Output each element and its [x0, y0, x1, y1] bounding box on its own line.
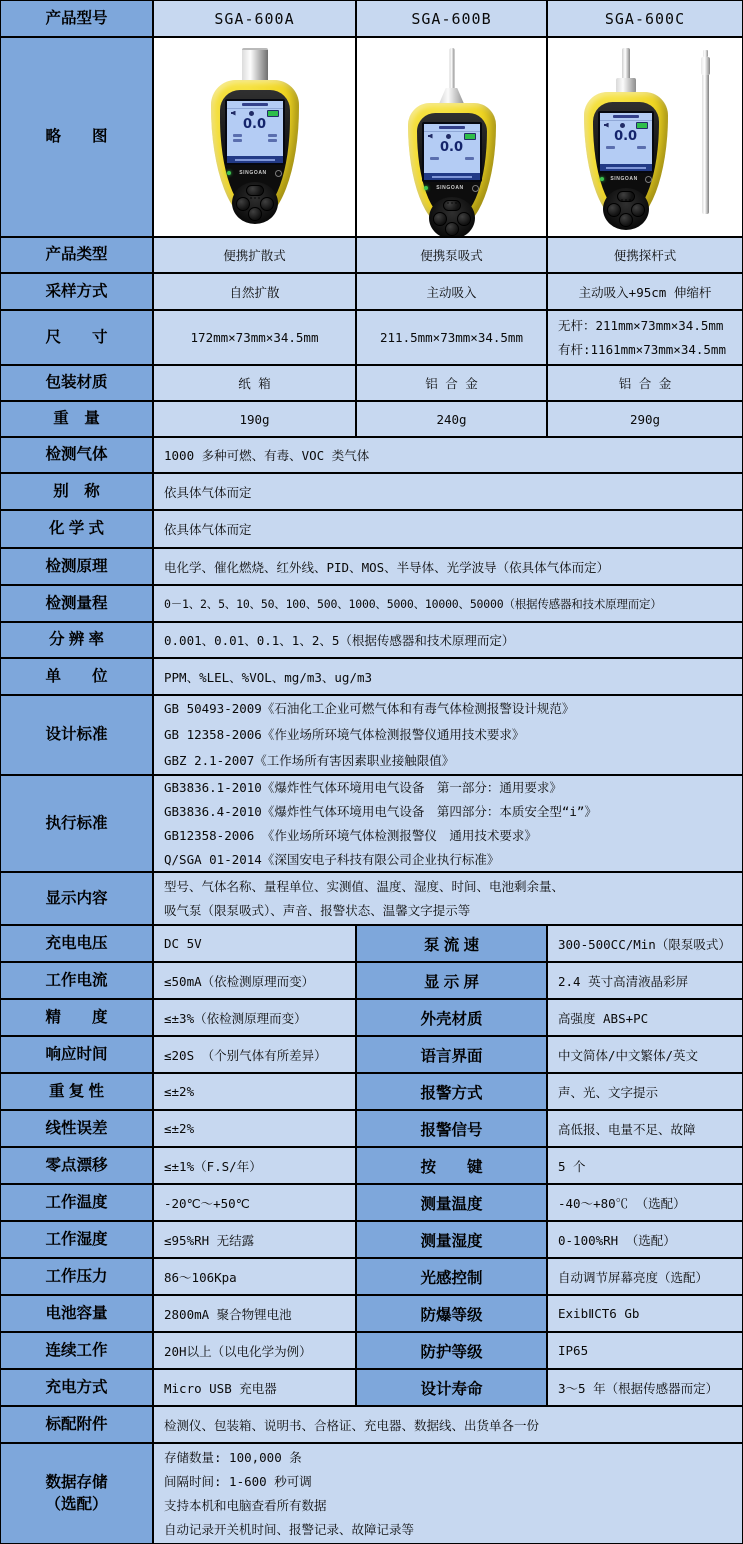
row-label-line: 数据存储: [45, 1473, 108, 1491]
brand-row: [227, 168, 283, 178]
brand-label: SINGOAN: [610, 176, 638, 182]
row-label: 执行标准: [1, 776, 154, 871]
screen-reading: 0.0: [242, 117, 267, 132]
detector-image-sga600a: [209, 48, 301, 230]
row-label: 产品类型: [1, 238, 154, 272]
speaker-icon: [604, 123, 609, 128]
row-working-temp-measure-temp: [1, 1185, 742, 1222]
row-label: 检测量程: [1, 586, 154, 621]
cell-sga600b: 主动吸入: [357, 274, 548, 309]
left-button-icon: [607, 203, 621, 217]
row-dimensions: [1, 311, 742, 366]
cell-sga600b: 240g: [357, 402, 548, 436]
row-label: 尺 寸: [1, 311, 154, 364]
row-label: 显 示 屏: [357, 963, 548, 998]
sensor-cap: [242, 48, 268, 84]
standard-line: GB3836.1-2010《爆炸性气体环境用电气设备 第一部分：通用要求》: [164, 779, 562, 795]
row-label: 设计寿命: [357, 1370, 548, 1405]
row-label: 别 称: [1, 474, 154, 509]
storage-line: 支持本机和电脑查看所有数据: [164, 1497, 327, 1513]
storage-line: 自动记录开关机时间、报警记录、故障记录等: [164, 1521, 415, 1537]
storage-line: 存储数量: 100,000 条: [164, 1449, 302, 1465]
row-sketch: [1, 38, 742, 238]
enter-button-icon: [619, 213, 633, 227]
cell-value: 依具体气体而定: [154, 511, 742, 547]
row-label: 检测气体: [1, 438, 154, 472]
brand-row: [600, 174, 652, 184]
standard-line: GB 50493-2009《石油化工企业可燃气体和有毒气体检测报警设计规范》: [164, 701, 575, 716]
row-execution-standard: [1, 776, 742, 873]
probe-collar: [616, 78, 636, 93]
cell-value: ≤20S （个别气体有所差异）: [154, 1037, 357, 1072]
screen-title-bar: [227, 101, 283, 109]
row-label: 防爆等级: [357, 1296, 548, 1331]
fan-icon: [249, 111, 254, 116]
detector-image-sga600c: [580, 48, 672, 230]
row-label: 检测原理: [1, 549, 154, 584]
cell-value: IP65: [548, 1333, 742, 1368]
power-icon: [275, 170, 282, 177]
cell-value: 2.4 英寸高清液晶彩屏: [548, 963, 742, 998]
row-label: 重 复 性: [1, 1074, 154, 1109]
row-zero-drift-buttons: [1, 1148, 742, 1185]
row-detection-range: [1, 586, 742, 623]
cell-value: 86～106Kpa: [154, 1259, 357, 1294]
fan-icon: [620, 123, 625, 128]
dimension-without-rod: 无杆：211mm×73mm×34.5mm: [558, 317, 724, 333]
left-button-icon: [433, 212, 447, 226]
row-display-content: [1, 873, 742, 926]
cell-value: ≤±1%（F.S/年）: [154, 1148, 357, 1183]
row-repeatability-alarm-mode: [1, 1074, 742, 1111]
power-icon: [645, 176, 652, 183]
device-front-panel: [593, 102, 659, 215]
row-label: 充电电压: [1, 926, 154, 961]
rod-tip: [703, 50, 708, 57]
enter-button-icon: [445, 222, 459, 236]
cell-value: [154, 1444, 742, 1543]
cell-photo-sga600c: [548, 38, 742, 236]
cell-value: 依具体气体而定: [154, 474, 742, 509]
cell-sga600b: 铝 合 金: [357, 366, 548, 400]
screen-info-row: [227, 137, 283, 142]
cell-value: ≤±2%: [154, 1074, 357, 1109]
row-accuracy-shell-material: [1, 1000, 742, 1037]
screen-title-bar: [424, 124, 480, 132]
row-label: 工作温度: [1, 1185, 154, 1220]
rod-shaft: [702, 75, 709, 214]
cell-value: 0－1、2、5、10、50、100、500、1000、5000、10000、50000（根据传感器和技术原理而定）: [154, 586, 742, 621]
cell-photo-sga600b: [357, 38, 548, 236]
led-indicator: [227, 171, 231, 175]
cell-value: [154, 696, 742, 774]
cell-value: 声、光、文字提示: [548, 1074, 742, 1109]
menu-button-icon: [246, 185, 264, 196]
row-label: 采样方式: [1, 274, 154, 309]
cell-sga600b: 便携泵吸式: [357, 238, 548, 272]
screen-info-row: [424, 155, 480, 160]
speaker-icon: [428, 134, 433, 139]
row-label: 报警方式: [357, 1074, 548, 1109]
row-label: 化 学 式: [1, 511, 154, 547]
probe-stub-icon: [622, 48, 630, 80]
battery-icon: [636, 122, 648, 129]
cell-value: ≤95%RH 无结露: [154, 1222, 357, 1257]
cell-value: 自动调节屏幕亮度（选配）: [548, 1259, 742, 1294]
row-working-current-display: [1, 963, 742, 1000]
power-icon: [472, 185, 479, 192]
standard-line: GB3836.4-2010《爆炸性气体环境用电气设备 第四部分：本质安全型“i”》: [164, 803, 597, 819]
row-label: 电池容量: [1, 1296, 154, 1331]
cell-value: -40～+80℃ （选配）: [548, 1185, 742, 1220]
standard-line: Q/SGA 01-2014《深国安电子科技有限公司企业执行标准》: [164, 851, 500, 867]
right-button-icon: [631, 203, 645, 217]
row-label: 工作湿度: [1, 1222, 154, 1257]
storage-line: 间隔时间: 1-600 秒可调: [164, 1473, 312, 1489]
screen-reading: 0.0: [439, 140, 464, 155]
cell-value: 5 个: [548, 1148, 742, 1183]
row-label: 测量湿度: [357, 1222, 548, 1257]
row-response-time-language: [1, 1037, 742, 1074]
cell-value: 3～5 年（根据传感器而定）: [548, 1370, 742, 1405]
speaker-holes: [621, 199, 631, 201]
cell-value: 0.001、0.01、0.1、1、2、5（根据传感器和技术原理而定）: [154, 623, 742, 657]
row-label: 线性误差: [1, 1111, 154, 1146]
row-battery-explosion-proof: [1, 1296, 742, 1333]
row-continuous-work-protection: [1, 1333, 742, 1370]
device-screen: [598, 111, 654, 173]
brand-row: [424, 183, 480, 193]
telescopic-rod-image: [701, 50, 710, 214]
speaker-icon: [231, 111, 236, 116]
cell-value: [154, 873, 742, 924]
row-design-standard: [1, 696, 742, 776]
cell-sga600b: 211.5mm×73mm×34.5mm: [357, 311, 548, 364]
cell-value: ExibⅡCT6 Gb: [548, 1296, 742, 1331]
standard-line: GB 12358-2006《作业场所环境气体检测报警仪通用技术要求》: [164, 727, 525, 742]
device-screen: [225, 99, 285, 165]
cell-value: 1000 多种可燃、有毒、VOC 类气体: [154, 438, 742, 472]
row-label: 报警信号: [357, 1111, 548, 1146]
row-product-type: [1, 238, 742, 274]
row-label: 响应时间: [1, 1037, 154, 1072]
row-label-line: （选配）: [45, 1495, 108, 1513]
right-button-icon: [457, 212, 471, 226]
row-unit: [1, 659, 742, 696]
speaker-holes: [447, 202, 457, 204]
detector-image-sga600b: [406, 48, 498, 230]
brand-label: SINGOAN: [436, 185, 464, 191]
cell-value: ≤50mA（依检测原理而变）: [154, 963, 357, 998]
row-label: 充电方式: [1, 1370, 154, 1405]
enter-button-icon: [248, 207, 262, 221]
row-label: 设计标准: [1, 696, 154, 774]
device-body: [584, 92, 668, 224]
row-label: 标配附件: [1, 1407, 154, 1442]
display-content-line: 型号、气体名称、量程单位、实测值、温度、湿度、时间、电池剩余量、: [164, 878, 565, 894]
row-label: 重 量: [1, 402, 154, 436]
cell-value: 检测仪、包装箱、说明书、合格证、充电器、数据线、出货单各一份: [154, 1407, 742, 1442]
cell-value: [154, 776, 742, 871]
row-label: [1, 1444, 154, 1543]
model-name-sga600a: SGA-600A: [154, 1, 357, 36]
model-name-sga600c: SGA-600C: [548, 1, 742, 36]
row-sampling-method: [1, 274, 742, 311]
row-label: 包装材质: [1, 366, 154, 400]
cell-sga600c: 290g: [548, 402, 742, 436]
cell-sga600c: [548, 311, 742, 364]
cell-sga600a: 190g: [154, 402, 357, 436]
device-front-panel: [220, 90, 290, 213]
row-detection-principle: [1, 549, 742, 586]
rod-upper-segment: [701, 57, 710, 75]
row-charging-method-design-life: [1, 1370, 742, 1407]
device-screen: [422, 122, 482, 182]
cell-sga600a: 自然扩散: [154, 274, 357, 309]
fan-icon: [446, 134, 451, 139]
row-label: 测量温度: [357, 1185, 548, 1220]
row-label: 分 辨 率: [1, 623, 154, 657]
cell-sga600a: 便携扩散式: [154, 238, 357, 272]
screen-status-icons: [600, 121, 652, 129]
row-weight: [1, 402, 742, 438]
row-label: 产品型号: [1, 1, 154, 36]
display-content-line: 吸气泵（限泵吸式）、声音、报警状态、温馨文字提示等: [164, 902, 471, 918]
screen-status-icons: [227, 109, 283, 117]
row-data-storage: [1, 1444, 742, 1543]
battery-icon: [464, 133, 476, 140]
row-label: 光感控制: [357, 1259, 548, 1294]
battery-icon: [267, 110, 279, 117]
led-indicator: [600, 177, 604, 181]
screen-time-bar: [600, 164, 652, 171]
row-packaging: [1, 366, 742, 402]
screen-reading: 0.0: [614, 129, 638, 144]
cell-value: DC 5V: [154, 926, 357, 961]
screen-title-bar: [600, 113, 652, 121]
pump-probe-icon: [449, 48, 454, 90]
screen-status-icons: [424, 132, 480, 140]
row-resolution: [1, 623, 742, 659]
speaker-holes: [250, 197, 260, 199]
row-alias: [1, 474, 742, 511]
standard-line: GBZ 2.1-2007《工作场所有害因素职业接触限值》: [164, 753, 455, 768]
row-working-pressure-light-control: [1, 1259, 742, 1296]
right-button-icon: [260, 197, 274, 211]
row-chemical-formula: [1, 511, 742, 549]
screen-time-bar: [424, 173, 480, 180]
cell-sga600a: 纸 箱: [154, 366, 357, 400]
row-product-model: [1, 1, 742, 38]
row-label: 按 键: [357, 1148, 548, 1183]
row-label: 零点漂移: [1, 1148, 154, 1183]
row-label: 防护等级: [357, 1333, 548, 1368]
cell-sga600c: 便携探杆式: [548, 238, 742, 272]
device-body: [408, 103, 496, 227]
row-label: 语言界面: [357, 1037, 548, 1072]
cell-value: ≤±2%: [154, 1111, 357, 1146]
cell-photo-sga600a: [154, 38, 357, 236]
row-label: 外壳材质: [357, 1000, 548, 1035]
cell-value: -20℃～+50℃: [154, 1185, 357, 1220]
row-label: 显示内容: [1, 873, 154, 924]
cell-sga600c: 铝 合 金: [548, 366, 742, 400]
row-working-humidity-measure-humidity: [1, 1222, 742, 1259]
cell-value: Micro USB 充电器: [154, 1370, 357, 1405]
row-linearity-alarm-signal: [1, 1111, 742, 1148]
cell-value: PPM、%LEL、%VOL、mg/m3、ug/m3: [154, 659, 742, 694]
row-standard-accessories: [1, 1407, 742, 1444]
row-label: 精 度: [1, 1000, 154, 1035]
row-label: 单 位: [1, 659, 154, 694]
screen-info-row: [600, 144, 652, 149]
screen-time-bar: [227, 156, 283, 163]
cell-sga600a: 172mm×73mm×34.5mm: [154, 311, 357, 364]
cell-value: 高强度 ABS+PC: [548, 1000, 742, 1035]
device-front-panel: [417, 113, 487, 218]
keypad: [603, 188, 649, 230]
row-label: 工作电流: [1, 963, 154, 998]
cell-sga600c: 主动吸入+95cm 伸缩杆: [548, 274, 742, 309]
model-name-sga600b: SGA-600B: [357, 1, 548, 36]
dimension-with-rod: 有杆:1161mm×73mm×34.5mm: [558, 341, 726, 357]
device-body: [211, 80, 299, 222]
cell-value: 中文简体/中文繁体/英文: [548, 1037, 742, 1072]
keypad: [232, 182, 278, 224]
row-detected-gas: [1, 438, 742, 474]
row-label: 泵 流 速: [357, 926, 548, 961]
standard-line: GB12358-2006 《作业场所环境气体检测报警仪 通用技术要求》: [164, 827, 537, 843]
cell-value: 2800mA 聚合物锂电池: [154, 1296, 357, 1331]
row-label: 工作压力: [1, 1259, 154, 1294]
cell-value: 电化学、催化燃烧、红外线、PID、MOS、半导体、光学波导（依具体气体而定）: [154, 549, 742, 584]
row-charging-voltage-pump-flow: [1, 926, 742, 963]
cell-value: 20H以上（以电化学为例）: [154, 1333, 357, 1368]
row-label: 略 图: [1, 38, 154, 236]
left-button-icon: [236, 197, 250, 211]
led-indicator: [424, 186, 428, 190]
brand-label: SINGOAN: [239, 170, 267, 176]
cell-value: 300-500CC/Min（限泵吸式）: [548, 926, 742, 961]
cell-value: ≤±3%（依检测原理而变）: [154, 1000, 357, 1035]
cell-value: 0-100%RH （选配）: [548, 1222, 742, 1257]
cell-value: 高低报、电量不足、故障: [548, 1111, 742, 1146]
row-label: 连续工作: [1, 1333, 154, 1368]
